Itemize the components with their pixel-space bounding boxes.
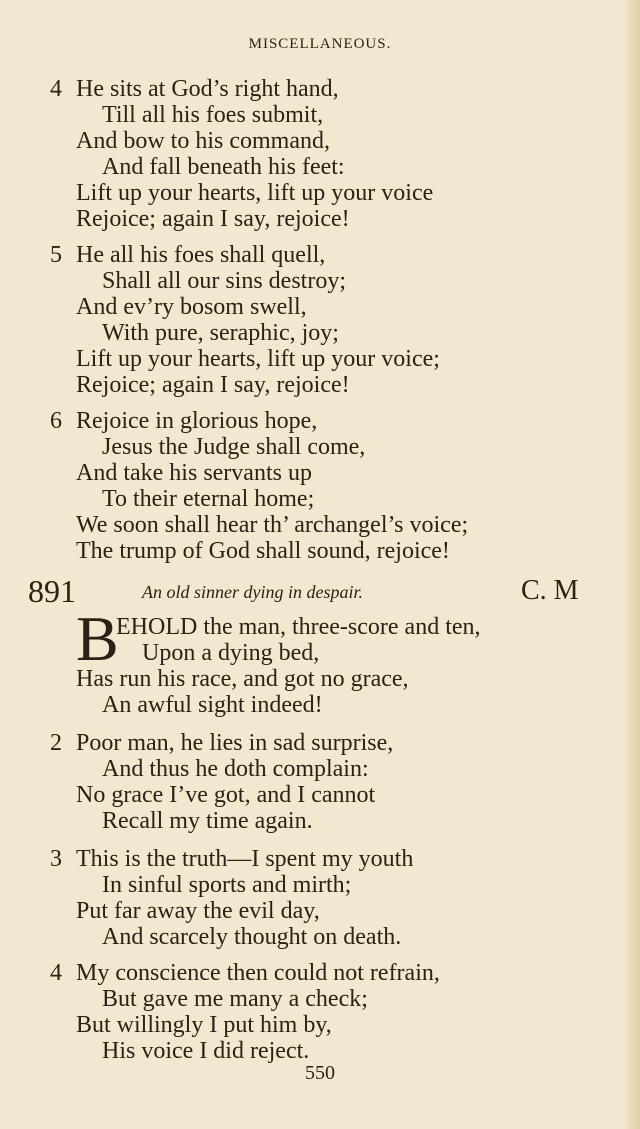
verse-line: EHOLD the man, three-score and ten, — [116, 614, 481, 640]
verse-line: And scarcely thought on death. — [102, 924, 402, 950]
verse-line: This is the truth—I spent my youth — [76, 846, 414, 872]
verse-line: In sinful sports and mirth; — [102, 872, 352, 898]
verse-line: And thus he doth complain: — [102, 756, 369, 782]
verse-line: With pure, seraphic, joy; — [102, 320, 339, 346]
verse-line: Upon a dying bed, — [142, 640, 320, 666]
verse-line: His voice I did reject. — [102, 1038, 310, 1064]
verse-line: He sits at God’s right hand, — [76, 76, 339, 102]
verse-line: Rejoice; again I say, rejoice! — [76, 206, 350, 232]
verse-line: But willingly I put him by, — [76, 1012, 332, 1038]
verse-line: To their eternal home; — [102, 486, 315, 512]
verse-line: My conscience then could not refrain, — [76, 960, 440, 986]
verse-line: Recall my time again. — [102, 808, 313, 834]
verse-line: The trump of God shall sound, rejoice! — [76, 538, 450, 564]
verse-line: Till all his foes submit, — [102, 102, 324, 128]
verse-line: And bow to his command, — [76, 128, 330, 154]
stanza-number: 3 — [50, 846, 62, 872]
verse-line: Jesus the Judge shall come, — [102, 434, 366, 460]
stanza-number: 6 — [50, 408, 62, 434]
verse-line: We soon shall hear th’ archangel’s voice; — [76, 512, 469, 538]
drop-cap: B — [76, 603, 119, 674]
verse-line: Poor man, he lies in sad surprise, — [76, 730, 394, 756]
hymn-number: 891 — [28, 573, 76, 609]
verse-line: Has run his race, and got no grace, — [76, 666, 409, 692]
running-header: MISCELLANEOUS. — [248, 36, 392, 52]
verse-line: Put far away the evil day, — [76, 898, 320, 924]
verse-line: No grace I’ve got, and I cannot — [76, 782, 376, 808]
verse-line: He all his foes shall quell, — [76, 242, 326, 268]
verse-line: Shall all our sins destroy; — [102, 268, 346, 294]
verse-line: An awful sight indeed! — [102, 692, 323, 718]
stanza-number: 5 — [50, 242, 62, 268]
verse-line: Lift up your hearts, lift up your voice — [76, 180, 434, 206]
verse-line: Rejoice in glorious hope, — [76, 408, 318, 434]
verse-line: But gave me many a check; — [102, 986, 368, 1012]
verse-line: And take his servants up — [76, 460, 312, 486]
verse-line: Lift up your hearts, lift up your voice; — [76, 346, 440, 372]
verse-line: And ev’ry bosom swell, — [76, 294, 307, 320]
stanza-number: 4 — [50, 76, 62, 102]
page-edge — [626, 0, 640, 1129]
stanza-number: 2 — [50, 730, 62, 756]
stanza-number: 4 — [50, 960, 62, 986]
hymn-subtitle: An old sinner dying in despair. — [142, 582, 363, 602]
hymn-meter: C. M — [521, 575, 579, 606]
page-number: 550 — [305, 1062, 335, 1084]
verse-line: Rejoice; again I say, rejoice! — [76, 372, 350, 398]
verse-line: And fall beneath his feet: — [102, 154, 345, 180]
